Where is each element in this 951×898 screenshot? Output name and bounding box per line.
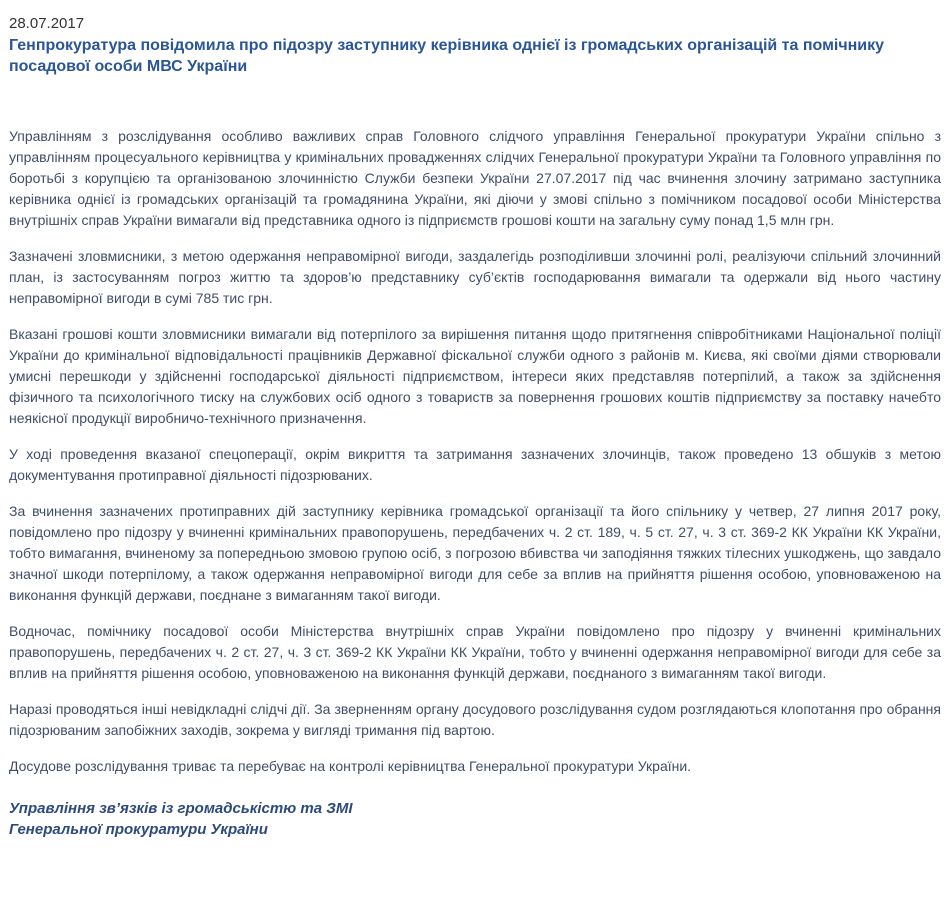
article-title: Генпрокуратура повідомила про підозру заступнику керівника однієї із громадських організацій та помічнику посадової особи МВС України <box>9 37 885 75</box>
article-signature <box>9 798 941 840</box>
signature-department: Управління зв’язків із громадськістю та ЗМІ <box>9 800 353 817</box>
paragraph-investigation-status: Досудове розслідування триває та перебуває на контролі керівництва Генеральної прокуратури України. <box>9 758 692 774</box>
signature-office: Генеральної прокуратури України <box>9 821 268 838</box>
paragraph-demands: Вказані грошові кошти зловмисники вимагали від потерпілого за вирішення питання щодо притягнення співробітниками Національної поліції України до кримінальної відповідальності працівників Державної фіскальної служби одного з районів м. Києва, які своїми діями створювали умисні перешкоди у здійсненні господарської діяльності підприємством, інтереси яких представляв потерпілий, а також за здійснення фізичного та психологічного тиску на службових осіб одного з товариств за повернення грошових коштів підприємству за поставку начебто неякісної продукції виробничо-технічного призначення. <box>9 326 941 426</box>
paragraph-scheme: Зазначені зловмисники, з метою одержання неправомірної вигоди, заздалегідь розподіливши злочинні ролі, реалізуючи спільний злочинний план, із застосуванням погроз життю та здоров’ю представнику суб’єктів господарювання вимагали та одержали від нього частину неправомірної вигоди в сумі 785 тис грн. <box>9 248 941 306</box>
paragraph-charges-assistant: Водночас, помічнику посадової особи Міністерства внутрішніх справ України повідомлено про підозру у вчиненні кримінальних правопорушень, передбачених ч. 2 ст. 27, ч. 3 ст. 369-2 КК України КК України, тобто у вчиненні одержання неправомірної вигоди для себе за вплив на прийняття рішення особою, уповноваженою на виконання функцій держави, поєднаного з вимаганням такої вигоди. <box>9 623 941 681</box>
paragraph-detention: Управлінням з розслідування особливо важливих справ Головного слідчого управління Генеральної прокуратури України спільно з управлінням процесуального керівництва у кримінальних провадженнях слідчих Генеральної прокуратури України та Головного управління по боротьбі з корупцією та організованою злочинністю Служби безпеки України 27.07.2017 під час вчинення злочину затримано заступника керівника однієї із громадських організацій та громадянина України, які діючи у змові спільно з помічником посадової особи Міністерства внутрішніх справ України вимагали від представника одного із підприємств грошові кошти на загальну суму понад 1,5 млн грн. <box>9 128 941 228</box>
article-body <box>9 126 941 777</box>
paragraph-measures: Наразі проводяться інші невідкладні слідчі дії. За зверненням органу досудового розслідування судом розглядаються клопотання про обрання підозрюваним запобіжних заходів, зокрема у вигляді тримання під вартою. <box>9 701 941 738</box>
paragraph-charges-deputy: За вчинення зазначених протиправних дій заступнику керівника громадської організації та його спільнику у четвер, 27 липня 2017 року, повідомлено про підозру у вчиненні кримінальних правопорушень, передбачених ч. 2 ст. 189, ч. 5 ст. 27, ч. 3 ст. 369-2 КК України КК України, тобто вимагання, вчиненому за попередньою змовою групою осіб, з погрозою вбивства чи заподіяння тяжких тілесних ушкоджень, що завдало значної шкоди потерпілому, а також одержання неправомірної вигоди для себе за вплив на прийняття рішення особою, уповноваженою на виконання функцій держави, поєднане з вимаганням такої вигоди. <box>9 503 941 603</box>
article-date: 28.07.2017 <box>9 15 85 32</box>
paragraph-searches: У ході проведення вказаної спецоперації, окрім викриття та затримання зазначених злочинців, також проведено 13 обшуків з метою документування протиправної діяльності підозрюваних. <box>9 446 941 483</box>
